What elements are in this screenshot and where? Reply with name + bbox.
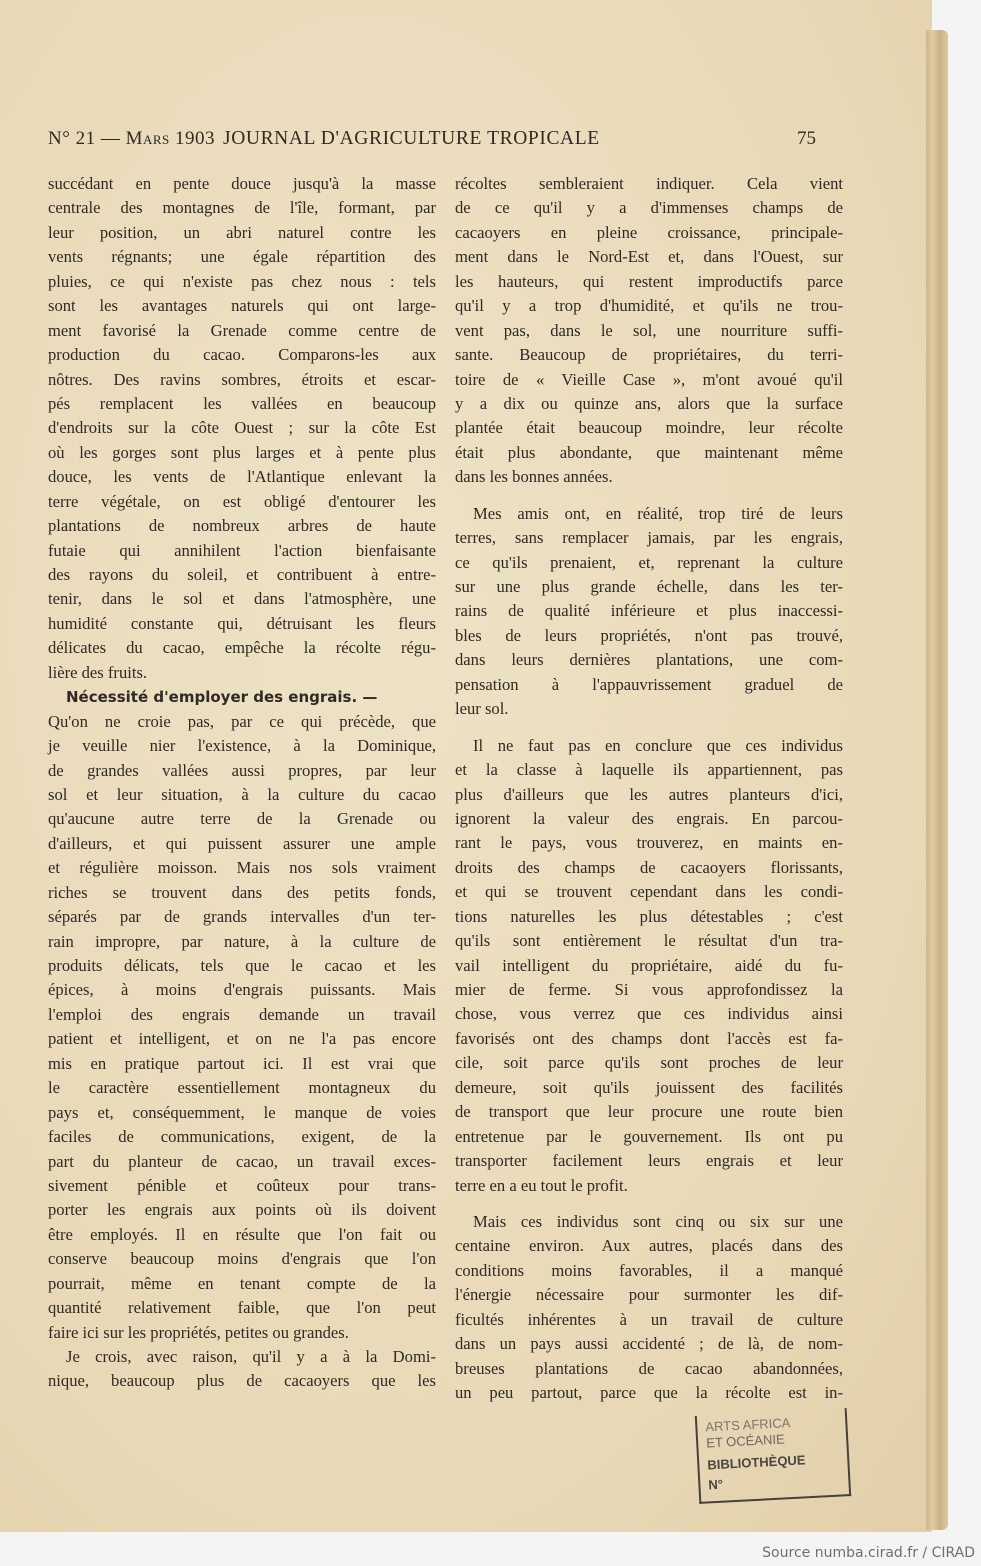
text-line: pés remplacent les vallées en beaucoup [48,393,436,413]
text-line: conditions moins favorables, il a manqué [455,1260,843,1280]
stamp-line: N° [708,1476,724,1493]
library-stamp [695,1408,851,1504]
section-heading: Nécessité d'employer des engrais. — [66,688,378,707]
text-line: un peu partout, parce que la récolte est in- [455,1383,843,1402]
text-line: Il ne faut pas en conclure que ces individus [473,735,843,755]
text-line: sivement pénible et coûteux pour trans- [48,1175,436,1195]
text-line: droits des champs de cacaoyers florissants, [455,857,843,877]
text-line: de ce qu'il y a d'immenses champs de [455,198,843,218]
text-line: douce, les vents de l'Atlantique enlevant la [48,467,436,487]
text-line: part du planteur de cacao, un travail exces- [48,1151,436,1171]
text-line: où les gorges sont plus larges et à pente plus [48,442,436,462]
text-line: ment favorisé la Grenade comme centre de [48,320,436,340]
paragraph [455,1210,843,1406]
text-line: nôtres. Des ravins sombres, étroits et escar- [48,369,436,389]
text-line: était plus abondante, que maintenant même [455,442,843,462]
text-line: le caractère essentiellement montagneux du [48,1078,436,1098]
text-line: centrale des montagnes de l'île, formant, par [48,198,436,218]
text-line: des rayons du soleil, et contribuent à entre- [48,565,436,584]
text-line: quantité relativement faible, que l'on peut [48,1298,436,1318]
text-line: rain impropre, par nature, à la culture de [48,931,436,951]
text-line: dans leurs dernières plantations, une com- [455,650,843,670]
text-line: délicates du cacao, empêche la récolte régu- [48,638,436,658]
text-line: riches se trouvent dans des petits fonds, [48,882,436,902]
text-line: pensation à l'appauvrissement graduel de [455,674,843,694]
text-line: terres, sans remplacer jamais, par les engrais, [455,528,843,548]
paragraph [455,502,843,722]
text-line: y a dix ou quinze ans, alors que la surface [455,393,843,413]
text-line: plantée était beaucoup moindre, leur récolte [455,418,843,438]
text-line: et régulière moisson. Mais nos sols vraiment [48,858,436,878]
text-line: sante. Beaucoup de propriétaires, du terri- [455,345,843,365]
page-edge [926,30,948,1530]
running-header [48,128,840,154]
text-line: sol et leur situation, à la culture du cacao [48,784,436,804]
text-line: d'endroits sur la côte Ouest ; sur la côte Est [48,418,436,438]
text-line: entretenue par le gouvernement. Ils ont pu [455,1126,843,1146]
stamp-line: ARTS AFRICA [704,1415,791,1435]
text-line: nique, beaucoup plus de cacaoyers que les [48,1371,436,1391]
text-line: Qu'on ne croie pas, par ce qui précède, que [48,711,436,731]
text-line: cacaoyers en pleine croissance, principale- [455,222,843,242]
text-line: l'énergie nécessaire pour surmonter les dif- [455,1285,843,1305]
text-line: mier de ferme. Si vous approfondissez la [455,980,843,999]
text-line: pourrait, même en tenant compte de la [48,1273,436,1293]
text-line: rant le pays, vous trouverez, en maints en- [455,833,843,853]
text-line: vail intelligent du propriétaire, aidé du fu- [455,955,843,975]
text-line: Mais ces individus sont cinq ou six sur une [473,1211,843,1231]
text-line: Mes amis ont, en réalité, trop tiré de leurs [473,503,843,523]
text-line: sur une plus grande échelle, dans les ter- [455,577,843,596]
text-line: chose, vous verrez que ces individus ainsi [455,1004,843,1024]
left-column [48,172,436,1394]
text-line: futaie qui annihilent l'action bienfaisante [48,540,436,560]
issue-number: N° 21 — [48,128,121,149]
text-line: terre végétale, on est obligé d'entourer les [48,491,436,511]
text-line: Je crois, avec raison, qu'il y a à la Domi- [66,1347,436,1366]
issue-info [48,128,215,150]
text-line: plantations de nombreux arbres de haute [48,516,436,536]
text-line: demeure, soit qu'ils jouissent des facilités [455,1077,843,1097]
journal-title: JOURNAL D'AGRICULTURE TROPICALE [223,128,600,149]
paragraph [455,172,843,490]
text-line: succédant en pente douce jusqu'à la masse [48,174,436,193]
text-line: l'emploi des engrais demande un travail [48,1004,436,1024]
text-line: porter les engrais aux points où ils doivent [48,1200,436,1220]
text-line: plus d'ailleurs que les autres planteurs d'ici, [455,784,843,804]
text-line: terre en a eu tout le profit. [455,1175,628,1195]
text-line: qu'aucune autre terre de la Grenade ou [48,809,436,829]
text-line: vents régnants; une égale répartition des [48,247,436,267]
text-line: tenir, dans le sol et dans l'atmosphère, une [48,589,436,609]
text-line: épices, à moins d'engrais puissants. Mais [48,980,436,1000]
paragraph [48,685,436,1345]
text-line: pluies, ce qui n'existe pas chez nous : tels [48,271,436,291]
stamp-line: ET OCÉANIE [705,1431,786,1451]
text-line: breuses plantations de cacao abandonnées, [455,1358,843,1378]
text-line: ignorent la valeur des engrais. En parcou- [455,808,843,828]
paragraph [48,1345,436,1394]
text-line: pays et, conséquemment, le manque de voies [48,1102,436,1122]
text-line: rains de qualité inférieure et plus inaccessi- [455,601,843,621]
page-number: 75 [797,128,816,149]
text-line: leur position, un abri naturel contre les [48,222,436,242]
right-column [455,172,843,1405]
text-line: de transport que leur procure une route bien [455,1102,843,1122]
text-line: toire de « Vieille Case », m'ont avoué qu'il [455,369,843,389]
text-line: faire ici sur les propriétés, petites ou grandes. [48,1322,349,1342]
text-line: sont les avantages naturels qui ont large- [48,296,436,316]
text-line: leur sol. [455,699,509,719]
text-line: les hauteurs, qui restent improductifs parce [455,271,843,291]
text-line: séparés par de grands intervalles d'un ter- [48,907,436,927]
text-line: humidité constante qui, détruisant les fleurs [48,613,436,633]
paragraph [455,734,843,1198]
text-line: ce qu'ils prenaient, et, reprenant la culture [455,552,843,572]
stamp-line: BIBLIOTHÈQUE [706,1452,806,1473]
text-line: mis en pratique partout ici. Il est vrai que [48,1053,436,1073]
text-line: patient et intelligent, et on ne l'a pas encore [48,1029,436,1049]
text-line: tions naturelles les plus détestables ; c'est [455,906,843,926]
issue-date: Mars 1903 [125,128,216,149]
text-line: transporter facilement leurs engrais et leur [455,1151,843,1171]
text-line: je veuille nier l'existence, à la Dominique, [48,736,436,756]
text-line: être employés. Il en résulte que l'on fait ou [48,1224,436,1244]
text-line: vent pas, dans le sol, une nourriture suffi- [455,320,843,340]
text-line: centaine environ. Aux autres, placés dans des [455,1236,843,1256]
text-line: favorisés ont des champs dont l'accès est fa- [455,1028,843,1048]
text-line: bles de leurs propriétés, n'ont pas trouvé, [455,625,843,645]
text-line: conserve beaucoup moins d'engrais que l'on [48,1249,436,1269]
text-line: faciles de communications, exigent, de la [48,1127,436,1147]
text-line: lière des fruits. [48,662,148,682]
paragraph [48,172,436,685]
text-line: d'ailleurs, et qui puissent assurer une ample [48,833,436,853]
text-line: et la classe à laquelle ils appartiennent, pas [455,760,843,780]
text-line: dans les bonnes années. [455,467,613,487]
source-credit: Source numba.cirad.fr / CIRAD [762,1545,975,1561]
text-line: qu'il y a trop d'humidité, et qu'ils ne trou- [455,296,843,316]
text-line: produits délicats, tels que le cacao et les [48,956,436,975]
text-line: qu'ils sont entièrement le résultat d'un tra- [455,931,843,951]
text-line: production du cacao. Comparons-les aux [48,345,436,365]
text-line: ment dans le Nord-Est et, dans l'Ouest, sur [455,247,843,267]
text-line: cile, soit parce qu'ils sont proches de leur [455,1053,843,1073]
text-line: récoltes sembleraient indiquer. Cela vient [455,174,843,193]
text-line: de grandes vallées aussi propres, par leur [48,760,436,780]
text-line: dans un pays aussi accidenté ; de là, de nom- [455,1334,843,1354]
text-line: et qui se trouvent cependant dans les condi- [455,882,843,902]
text-line: ficultés inhérentes à un travail de culture [455,1309,843,1329]
